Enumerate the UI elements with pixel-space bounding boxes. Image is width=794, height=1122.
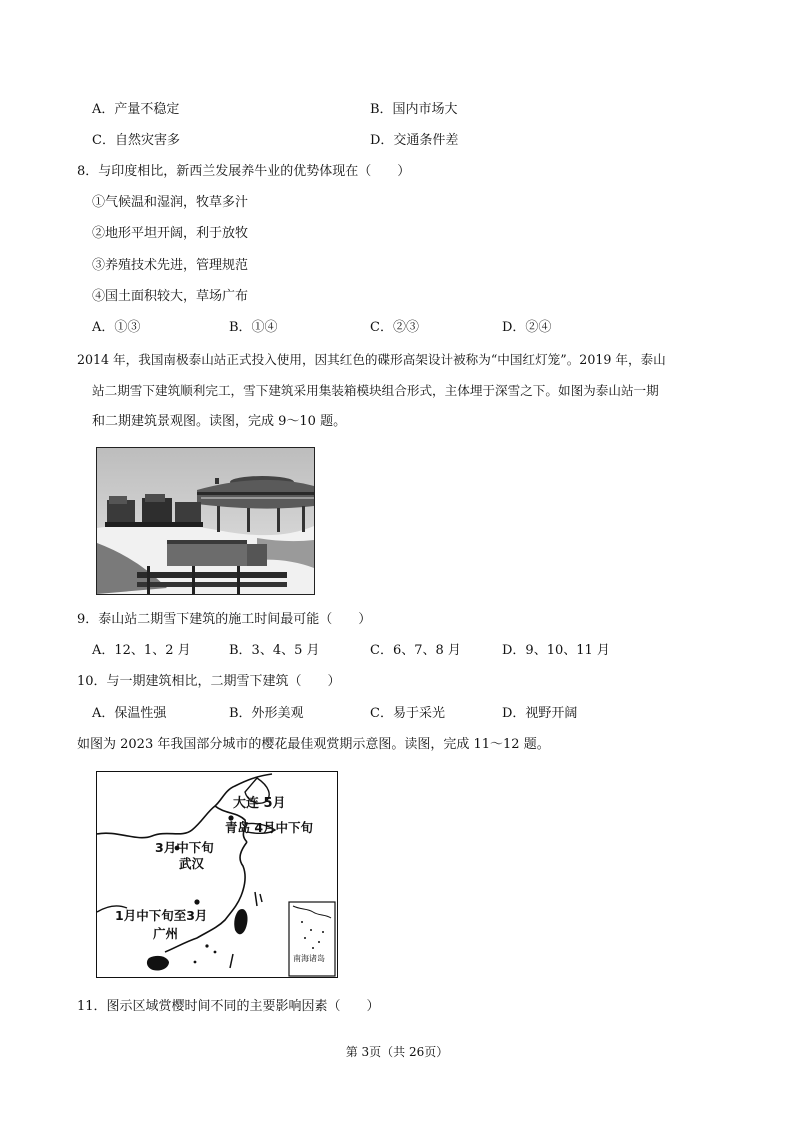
passage1-line3: 和二期建筑景观图。读图，完成 9～10 题。 [92,414,347,429]
q10-option-a: A．保温性强 [92,706,167,721]
q9-option-b: B．3、4、5 月 [229,643,320,658]
passage1-line2: 站二期雪下建筑顺利完工，雪下建筑采用集装箱模块组合形式，主体埋于深雪之下。如图为泰山站一期 [92,383,659,398]
q8-option-b: B．①④ [229,320,278,335]
q11-stem: 11．图示区域赏樱时间不同的主要影响因素（ ） [77,999,380,1014]
q8-item-3: ③养殖技术先进，管理规范 [92,258,249,273]
map-label-inset: 南海诸岛 [293,954,325,963]
q10-stem: 10．与一期建筑相比，二期雪下建筑（ ） [77,674,341,689]
passage2: 如图为 2023 年我国部分城市的樱花最佳观赏期示意图。读图，完成 11～12 题。 [77,737,550,752]
q10-option-b: B．外形美观 [229,706,304,721]
q7-option-c: C．自然灾害多 [92,133,180,148]
map-label-dalian: 大连 5月 [233,796,286,811]
page-footer: 第 3页（共 26页） [345,1045,449,1059]
q10-option-c: C．易于采光 [370,706,445,721]
q9-option-a: A．12、1、2 月 [92,643,191,658]
cherry-blossom-map [96,771,338,978]
q8-option-c: C．②③ [370,320,419,335]
q9-option-c: C．6、7、8 月 [370,643,461,658]
q8-option-d: D．②④ [502,320,552,335]
taishan-station-photo [96,447,315,595]
q7-option-a: A．产量不稳定 [92,102,180,117]
q8-item-2: ②地形平坦开阔，利于放牧 [92,226,249,241]
passage1-line1: 2014 年，我国南极泰山站正式投入使用，因其红色的碟形高架设计被称为“中国红灯笼”。2019 年，泰山 [77,352,666,367]
q8-item-1: ①气候温和湿润，牧草多汁 [92,195,249,210]
q8-option-a: A．①③ [92,320,141,335]
q7-option-d: D．交通条件差 [370,133,459,148]
q8-stem: 8．与印度相比，新西兰发展养牛业的优势体现在（ ） [77,164,411,179]
q8-item-4: ④国土面积较大，草场广布 [92,289,249,304]
map-label-qingdao: 青岛 4月中下旬 [225,820,314,835]
q7-option-b: B．国内市场大 [370,102,458,117]
q9-option-d: D．9、10、11 月 [502,643,610,658]
map-label-wuhan-time: 3月中下旬 [155,840,214,855]
map-label-wuhan: 武汉 [179,856,205,871]
q9-stem: 9．泰山站二期雪下建筑的施工时间最可能（ ） [77,612,372,627]
q10-option-d: D．视野开阔 [502,706,578,721]
map-label-guangzhou: 广州 [153,926,179,941]
map-label-guangzhou-time: 1月中下旬至3月 [115,908,208,923]
